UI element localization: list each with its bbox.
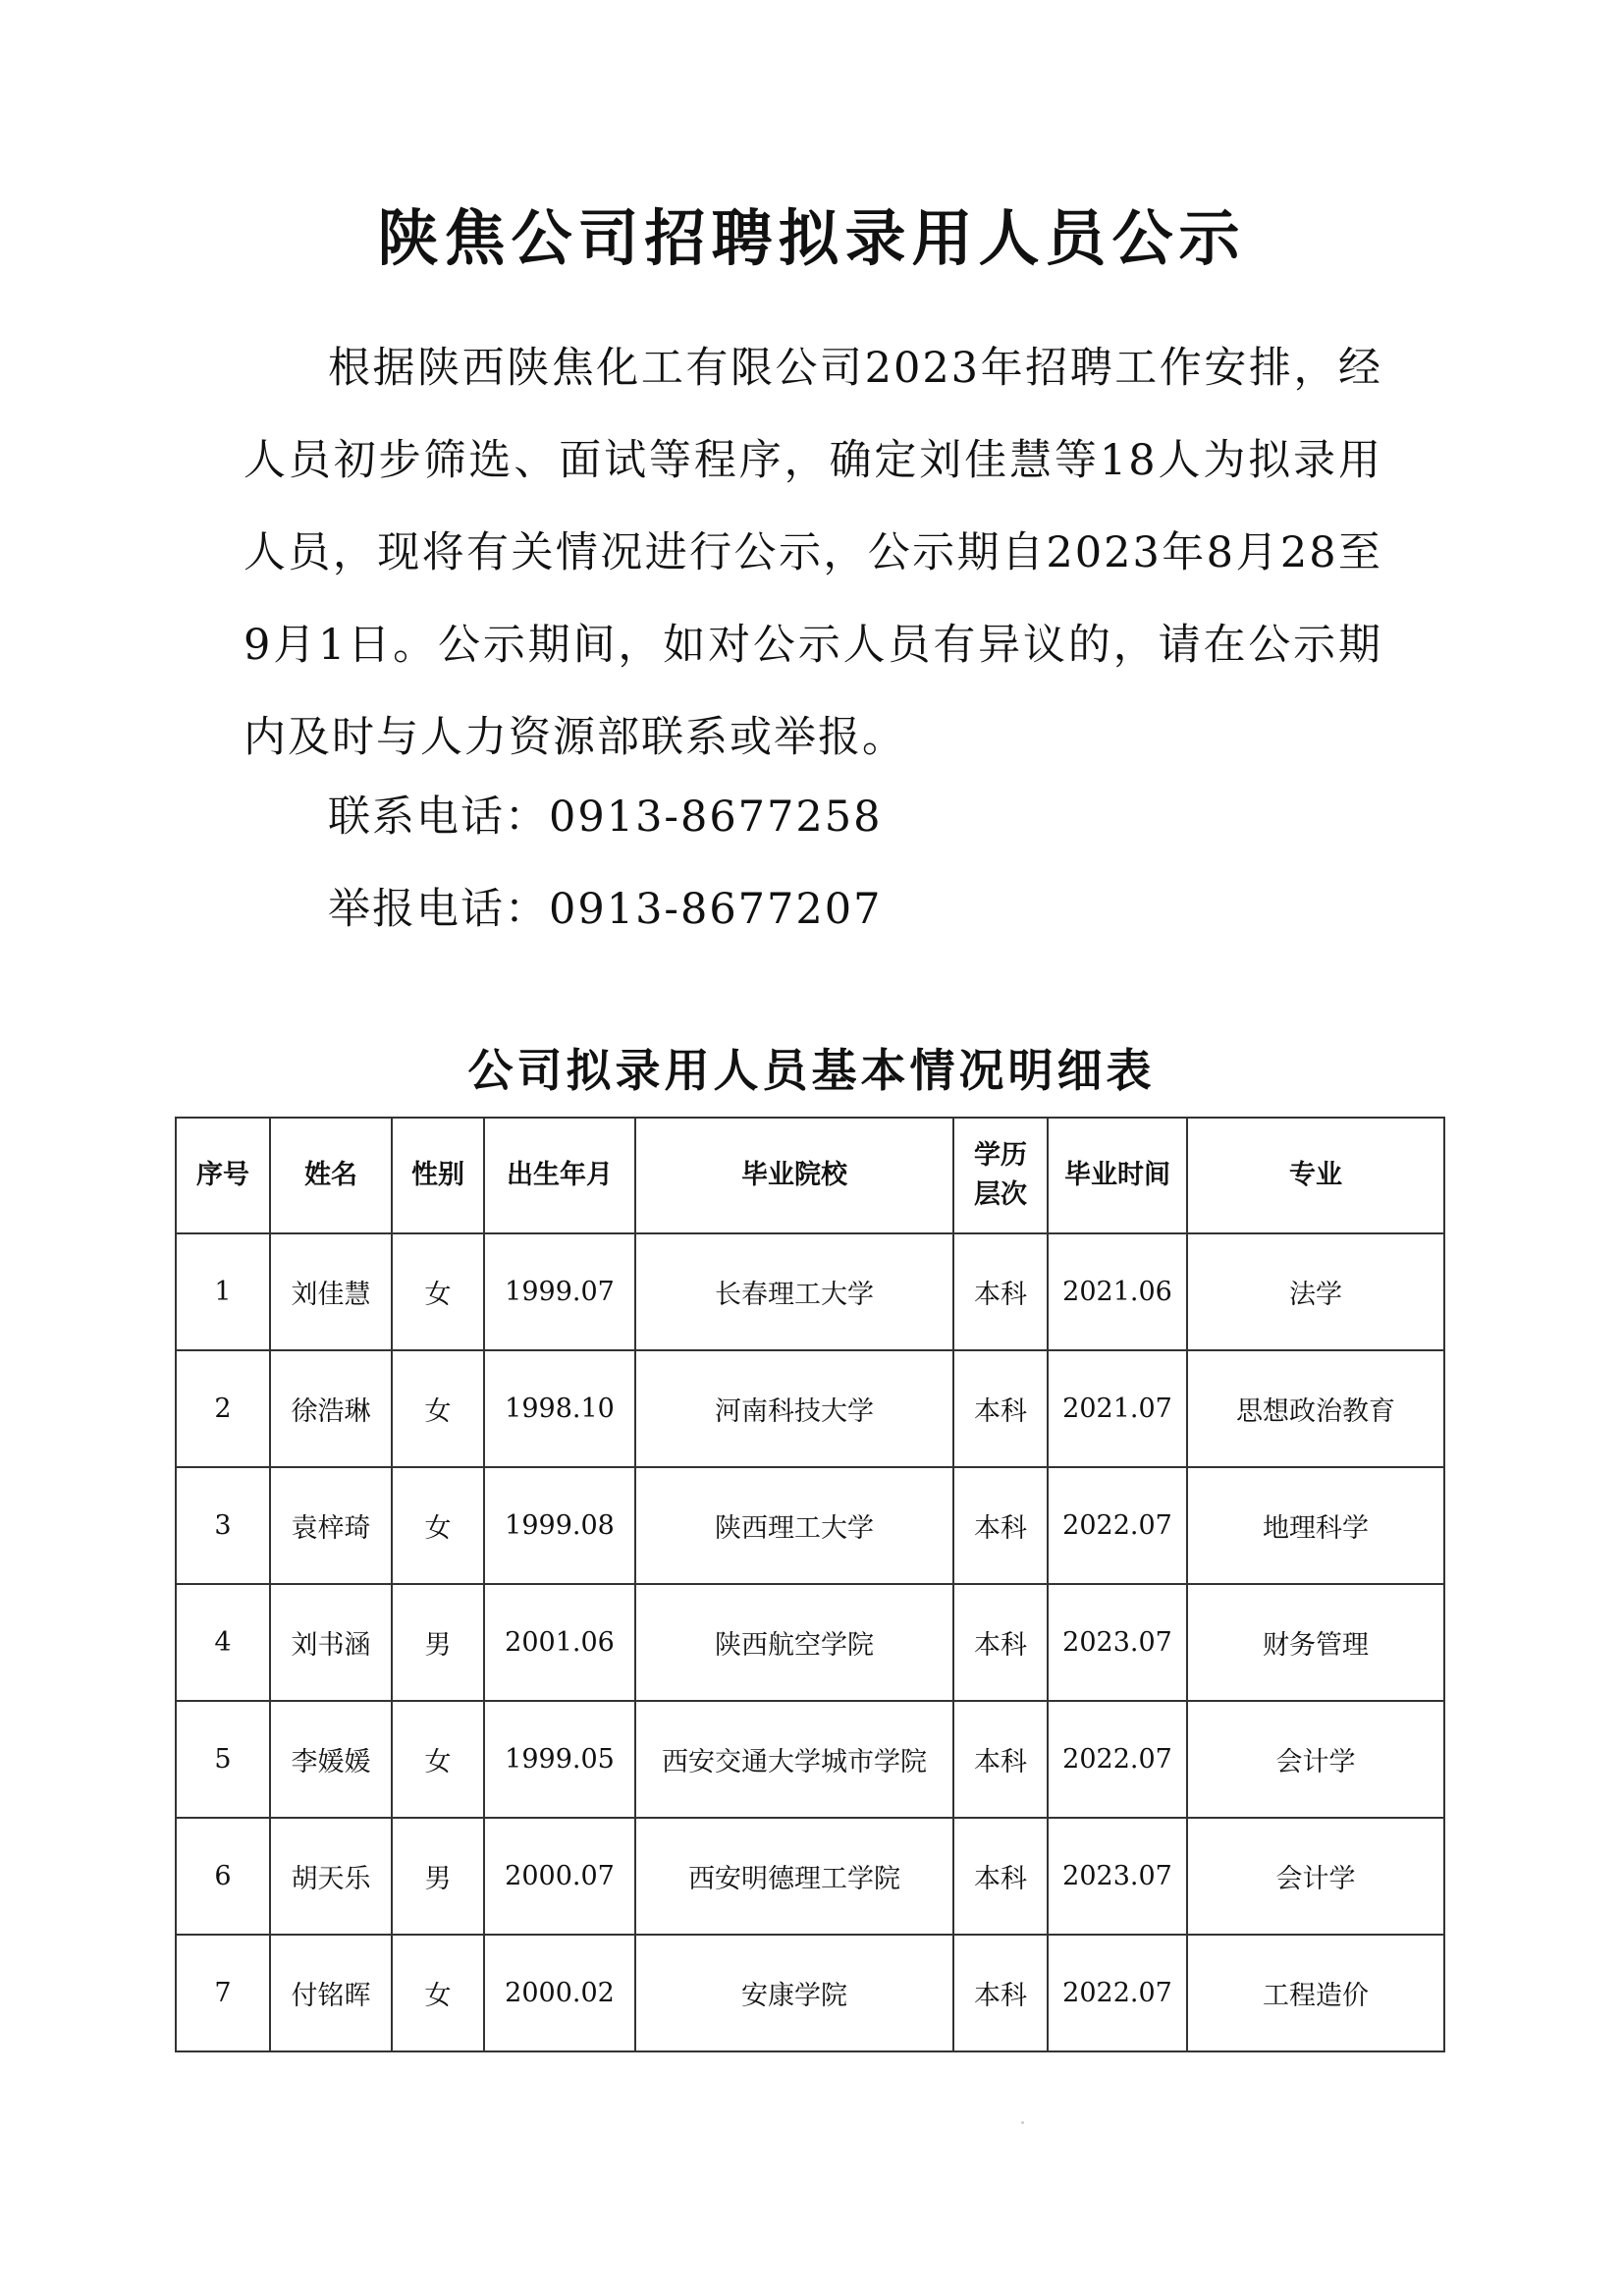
header-name: 姓名 <box>270 1118 392 1233</box>
cell-grad-date: 2022.07 <box>1048 1701 1187 1818</box>
cell-seq: 1 <box>176 1233 270 1350</box>
table-row <box>176 1584 1444 1701</box>
cell-grad-date: 2022.07 <box>1048 1467 1187 1584</box>
header-major: 专业 <box>1187 1118 1444 1233</box>
cell-gender: 女 <box>392 1233 484 1350</box>
scan-speck <box>1021 2121 1024 2124</box>
table-row <box>176 1467 1444 1584</box>
cell-school: 河南科技大学 <box>635 1350 953 1467</box>
cell-birth: 1999.05 <box>484 1701 635 1818</box>
cell-school: 陕西航空学院 <box>635 1584 953 1701</box>
cell-grad-date: 2021.07 <box>1048 1350 1187 1467</box>
staff-table <box>175 1117 1445 2052</box>
cell-school: 西安明德理工学院 <box>635 1818 953 1935</box>
cell-name: 袁梓琦 <box>270 1467 392 1584</box>
report-phone: 举报电话：0913-8677207 <box>328 885 883 934</box>
header-school: 毕业院校 <box>635 1118 953 1233</box>
cell-degree: 本科 <box>953 1818 1048 1935</box>
cell-degree: 本科 <box>953 1584 1048 1701</box>
cell-grad-date: 2022.07 <box>1048 1935 1187 2051</box>
cell-major: 财务管理 <box>1187 1584 1444 1701</box>
cell-seq: 4 <box>176 1584 270 1701</box>
cell-major: 法学 <box>1187 1233 1444 1350</box>
header-seq: 序号 <box>176 1118 270 1233</box>
header-degree-label: 学历层次 <box>974 1140 1027 1210</box>
cell-gender: 男 <box>392 1818 484 1935</box>
cell-gender: 女 <box>392 1467 484 1584</box>
cell-birth: 2000.02 <box>484 1935 635 2051</box>
cell-birth: 2001.06 <box>484 1584 635 1701</box>
cell-major: 思想政治教育 <box>1187 1350 1444 1467</box>
table-row <box>176 1935 1444 2051</box>
cell-school: 陕西理工大学 <box>635 1467 953 1584</box>
cell-name: 刘书涵 <box>270 1584 392 1701</box>
cell-degree: 本科 <box>953 1350 1048 1467</box>
cell-seq: 7 <box>176 1935 270 2051</box>
cell-grad-date: 2021.06 <box>1048 1233 1187 1350</box>
table-body <box>176 1233 1444 2051</box>
cell-seq: 6 <box>176 1818 270 1935</box>
cell-gender: 女 <box>392 1701 484 1818</box>
cell-birth: 2000.07 <box>484 1818 635 1935</box>
cell-school: 西安交通大学城市学院 <box>635 1701 953 1818</box>
table-row <box>176 1350 1444 1467</box>
cell-name: 付铭晖 <box>270 1935 392 2051</box>
cell-degree: 本科 <box>953 1935 1048 2051</box>
header-grad-date: 毕业时间 <box>1048 1118 1187 1233</box>
contact-phone: 联系电话：0913-8677258 <box>328 793 883 842</box>
table-row <box>176 1701 1444 1818</box>
table-row <box>176 1818 1444 1935</box>
cell-name: 刘佳慧 <box>270 1233 392 1350</box>
cell-school: 安康学院 <box>635 1935 953 2051</box>
header-gender: 性别 <box>392 1118 484 1233</box>
cell-birth: 1999.07 <box>484 1233 635 1350</box>
cell-name: 李媛媛 <box>270 1701 392 1818</box>
cell-gender: 男 <box>392 1584 484 1701</box>
cell-gender: 女 <box>392 1935 484 2051</box>
cell-grad-date: 2023.07 <box>1048 1584 1187 1701</box>
cell-major: 地理科学 <box>1187 1467 1444 1584</box>
document-title: 陕焦公司招聘拟录用人员公示 <box>377 202 1246 274</box>
cell-grad-date: 2023.07 <box>1048 1818 1187 1935</box>
table-title: 公司拟录用人员基本情况明细表 <box>467 1044 1156 1097</box>
table-header-row <box>176 1118 1444 1233</box>
announcement-paragraph: 根据陕西陕焦化工有限公司2023年招聘工作安排，经人员初步筛选、面试等程序，确定刘佳慧等18人为拟录用人员，现将有关情况进行公示，公示期自2023年8月28至9月1日。公示期间，如对公示人员有异议的，请在公示期内及时与人力资源部联系或举报。 <box>243 344 1382 762</box>
cell-degree: 本科 <box>953 1233 1048 1350</box>
cell-major: 工程造价 <box>1187 1935 1444 2051</box>
cell-name: 胡天乐 <box>270 1818 392 1935</box>
cell-degree: 本科 <box>953 1467 1048 1584</box>
header-degree <box>953 1118 1048 1233</box>
cell-major: 会计学 <box>1187 1701 1444 1818</box>
cell-gender: 女 <box>392 1350 484 1467</box>
cell-major: 会计学 <box>1187 1818 1444 1935</box>
cell-seq: 3 <box>176 1467 270 1584</box>
header-birth: 出生年月 <box>484 1118 635 1233</box>
cell-seq: 2 <box>176 1350 270 1467</box>
cell-seq: 5 <box>176 1701 270 1818</box>
cell-birth: 1999.08 <box>484 1467 635 1584</box>
table-row <box>176 1233 1444 1350</box>
cell-degree: 本科 <box>953 1701 1048 1818</box>
cell-school: 长春理工大学 <box>635 1233 953 1350</box>
cell-birth: 1998.10 <box>484 1350 635 1467</box>
cell-name: 徐浩琳 <box>270 1350 392 1467</box>
